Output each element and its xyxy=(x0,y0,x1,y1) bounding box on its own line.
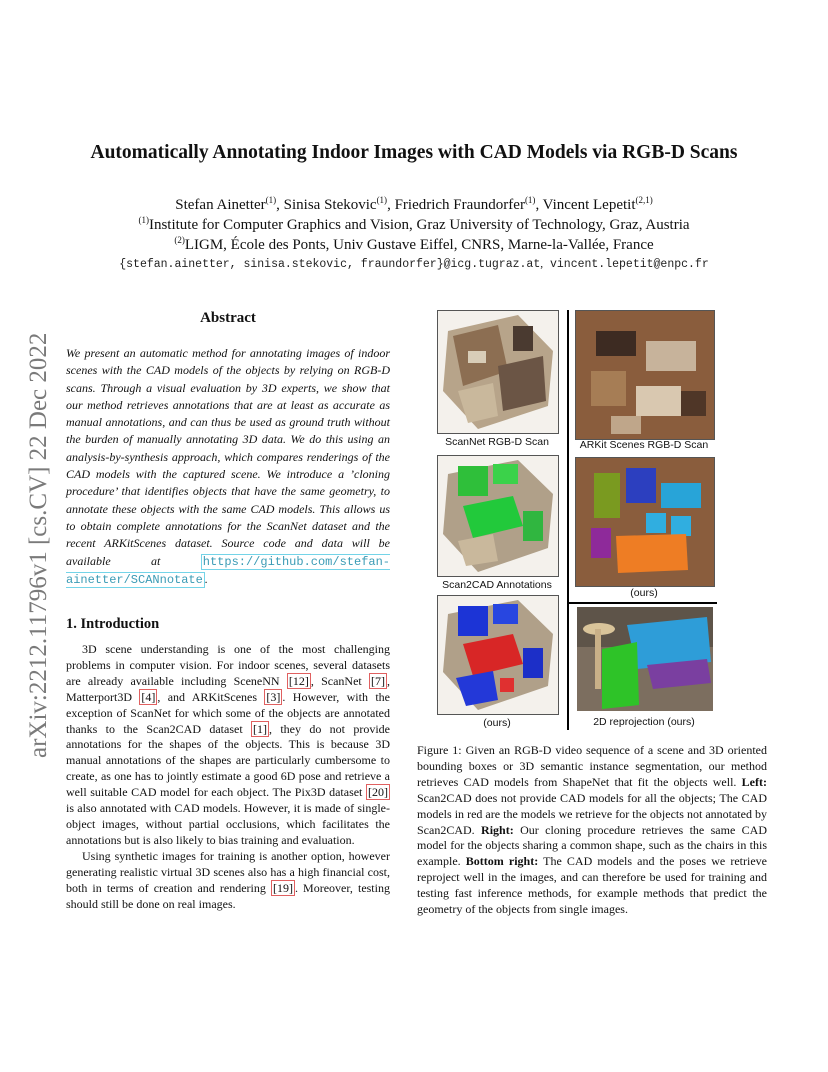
intro-paragraph-1: 3D scene understanding is one of the most challenging problems in computer vision. For indoor scenes, several datasets are already available including SceneNN [12] , ScanNet [7] , Matterport3D [4] , and ARKitScenes [3] . However, with the exception of ScanNet for which some of the objects are annotated thanks to the Scan2CAD dataset [1] , they do not provide annotations for the shapes of the objects. This is because 3D manual annotations of the shapes are particularly cumbersome to create, as one has to jointly estimate a good 6D pose and retrieve a well suitable CAD model for each object. The Pix3D dataset [20] is also annotated with CAD models. However, it is made of single-object images, without partial occlusions, which facilitates the annotations but is also likely to bias training and evaluation. xyxy=(66,642,391,847)
abstract-heading: Abstract xyxy=(200,310,256,326)
ours-right-image xyxy=(575,457,715,587)
author-list: Stefan Ainetter$^{(1)}$, Sinisa Stekovic$^{(1)}$, Friedrich Fraundorfer$^{(1)}$, Vincent Lepetit$^{(2,1)}$ xyxy=(175,195,653,213)
scan2cad-annotations-image xyxy=(437,455,559,577)
author-name: Sinisa Stekovic xyxy=(283,197,377,213)
caption-right-heading: Right: xyxy=(481,822,514,837)
arxiv-identifier-text: arXiv:2212.11796v1 [cs.CV] 22 Dec 2022 xyxy=(25,332,52,758)
affiliation-text: Institute for Computer Graphics and Vision, Graz University of Technology, Graz, Austria xyxy=(148,217,690,233)
arkit-scan-image xyxy=(575,310,715,440)
label-arkit-scan: ARKit Scenes RGB-D Scan xyxy=(579,439,709,451)
caption-bottom-right-heading: Bottom right: xyxy=(465,854,539,869)
citation-link[interactable]: [1] xyxy=(253,721,267,736)
section-heading-introduction: 1. Introduction xyxy=(66,616,160,632)
author-name: Friedrich Fraundorfer xyxy=(394,197,525,213)
affiliation-1 xyxy=(0,215,828,234)
citation-link[interactable]: [19] xyxy=(272,880,293,895)
figure-divider-vertical xyxy=(567,310,569,730)
abstract-body xyxy=(66,345,390,589)
citation-link[interactable]: [3] xyxy=(266,689,281,704)
citation-link[interactable]: [4] xyxy=(141,689,156,704)
arxiv-identifier xyxy=(16,282,56,762)
author-name: Stefan Ainetter xyxy=(175,197,266,213)
label-ours-right: (ours) xyxy=(630,587,658,599)
affiliation-mark: (1) xyxy=(138,215,149,225)
abstract-end: . xyxy=(204,571,208,586)
author-emails xyxy=(0,258,828,271)
email-single[interactable]: vincent.lepetit@enpc.fr xyxy=(550,258,709,271)
figure-1 xyxy=(417,305,773,735)
affiliation-text: LIGM, École des Ponts, Univ Gustave Eiffel, CNRS, Marne-la-Vallée, France xyxy=(184,237,654,253)
email-group[interactable]: {stefan.ainetter, sinisa.stekovic, fraundorfer}@icg.tugraz.at xyxy=(119,258,541,271)
author-affiliation-mark: (1) xyxy=(524,195,536,205)
email-separator: , xyxy=(540,258,544,270)
source-code-link[interactable]: https://github.com/stefan-ainetter/SCANnotate xyxy=(66,554,390,587)
author-affiliation-mark: (2,1) xyxy=(635,195,653,205)
label-scan2cad-annotations: Scan2CAD Annotations xyxy=(442,579,552,591)
caption-left-heading: Left: xyxy=(741,774,767,789)
paper-title: Automatically Annotating Indoor Images with CAD Models via RGB-D Scans xyxy=(90,142,738,163)
label-ours-left: (ours) xyxy=(483,717,511,729)
citation-link[interactable]: [12] xyxy=(288,673,309,688)
affiliation-2 xyxy=(0,235,828,254)
scannet-scan-image xyxy=(437,310,559,434)
label-scannet-scan: ScanNet RGB-D Scan xyxy=(445,436,549,448)
reprojection-image xyxy=(577,607,713,711)
ours-left-image xyxy=(437,595,559,715)
abstract-text: We present an automatic method for annotating images of indoor scenes with the CAD models of the objects by relying on RGB-D scans. Through a visual evaluation by 3D experts, we show that our method retrieves annotations that are at least as accurate as manual annotations, and can thus be used as ground truth without the burden of manually annotating 3D data. We do this using an analysis-by-synthesis approach, which compares renderings of the CAD models with the captured scene. We introduce a ’cloning procedure’ that identifies objects that have the same geometry, to annotate these objects with the same CAD models. This allows us to obtain complete annotations for the ScanNet dataset and the recent ARKitScenes dataset. Source code and data will be available at xyxy=(66,346,390,568)
citation-link[interactable]: [7] xyxy=(371,673,386,688)
author-name: Vincent Lepetit xyxy=(542,197,636,213)
author-affiliation-mark: (1) xyxy=(376,195,388,205)
intro-paragraph-2: Using synthetic images for training is another option, however generating realistic virtual 3D scenes also has a high financial cost, both in terms of creation and rendering [19] . Moreover, testing should still be done on real images. xyxy=(66,848,390,911)
figure-1-caption: Figure 1: Given an RGB-D video sequence of a scene and 3D oriented bounding boxes or 3D semantic instance segmentation, our method retrieves CAD models from ShapeNet that fit the objects well. Left: Scan2CAD does not provide CAD models for all the objects; The CAD models in red are the models we retrieve for the objects not annotated by Scan2CAD. Right: Our cloning procedure retrieves the same CAD model for the objects sharing a common shape, such as the chairs in this example. Bottom right: The CAD models and the poses we retrieve reproject well in the images, and can therefore be used for training and testing fast inference methods, for example methods that predict the geometry of the objects from single images. xyxy=(417,743,767,917)
citation-link[interactable]: [20] xyxy=(368,785,388,800)
affiliation-mark: (2) xyxy=(174,235,185,245)
introduction-body xyxy=(66,642,390,912)
label-2d-reprojection: 2D reprojection (ours) xyxy=(593,716,695,728)
figure-divider-horizontal xyxy=(569,602,717,604)
author-affiliation-mark: (1) xyxy=(265,195,277,205)
